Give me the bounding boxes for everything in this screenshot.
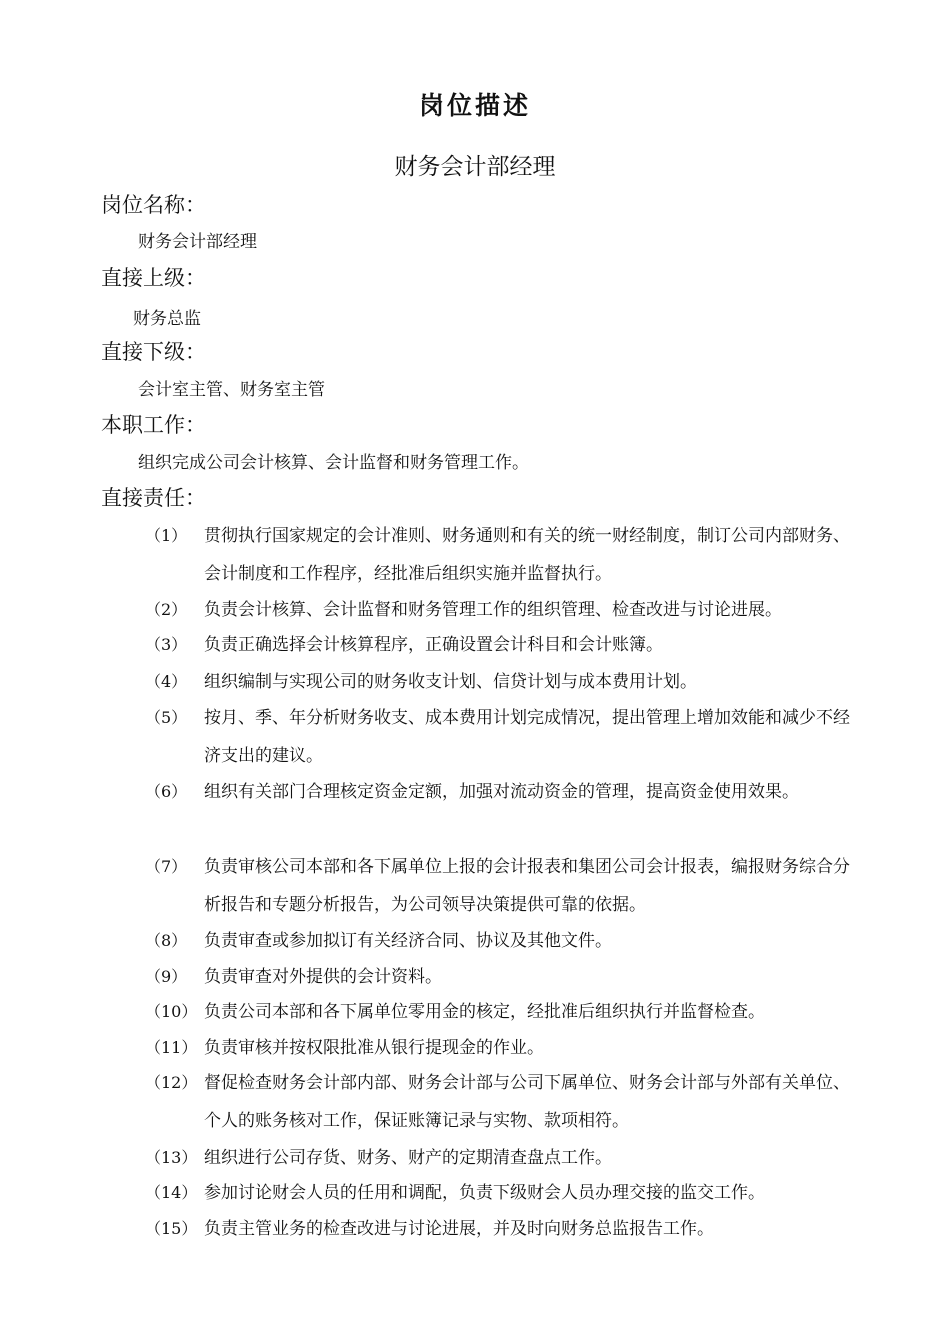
responsibility-number: （1）	[145, 526, 188, 545]
responsibility-number: （6）	[145, 782, 188, 801]
responsibility-text: 参加讨论财会人员的任用和调配，负责下级财会人员办理交接的监交工作。	[204, 1183, 765, 1203]
responsibility-item	[145, 848, 855, 924]
responsibility-number: （13）	[145, 1148, 198, 1167]
responsibility-text: 组织进行公司存货、财务、财产的定期清查盘点工作。	[204, 1148, 612, 1168]
responsibility-text: 贯彻执行国家规定的会计准则、财务通则和有关的统一财经制度，制订公司内部财务、会计制度和工作程序，经批准后组织实施并监督执行。	[204, 526, 850, 584]
responsibilities-heading: 直接责任：	[101, 486, 206, 510]
responsibility-item	[145, 993, 855, 1031]
responsibility-number: （15）	[145, 1219, 198, 1238]
responsibility-item	[145, 922, 855, 960]
position-name-heading: 岗位名称：	[101, 193, 206, 217]
direct-subordinates-heading: 直接下级：	[101, 340, 206, 364]
direct-superior-value: 财务总监	[133, 309, 201, 329]
responsibility-number: （9）	[145, 967, 188, 986]
responsibility-item	[145, 591, 855, 629]
responsibility-number: （11）	[145, 1038, 198, 1057]
responsibility-text: 按月、季、年分析财务收支、成本费用计划完成情况，提出管理上增加效能和减少不经济支出的建议。	[204, 708, 850, 766]
responsibility-text: 负责会计核算、会计监督和财务管理工作的组织管理、检查改进与讨论进展。	[204, 600, 782, 620]
responsibility-number: （8）	[145, 931, 188, 950]
responsibility-number: （2）	[145, 600, 188, 619]
responsibility-text: 负责审核并按权限批准从银行提现金的作业。	[204, 1038, 544, 1058]
document-subtitle: 财务会计部经理	[394, 154, 556, 180]
responsibility-text: 负责主管业务的检查改进与讨论进展，并及时向财务总监报告工作。	[204, 1219, 714, 1239]
direct-superior-heading: 直接上级：	[101, 266, 206, 290]
responsibility-number: （5）	[145, 708, 188, 727]
responsibility-number: （3）	[145, 635, 188, 654]
responsibility-text: 督促检查财务会计部内部、财务会计部与公司下属单位、财务会计部与外部有关单位、个人的账务核对工作，保证账簿记录与实物、款项相符。	[204, 1073, 850, 1131]
main-work-heading: 本职工作：	[101, 413, 206, 437]
responsibility-text: 负责审核公司本部和各下属单位上报的会计报表和集团公司会计报表，编报财务综合分析报告和专题分析报告，为公司领导决策提供可靠的依据。	[204, 857, 850, 915]
responsibility-number: （4）	[145, 672, 188, 691]
responsibility-item	[145, 626, 855, 664]
responsibility-item	[145, 1210, 855, 1248]
direct-subordinates-value: 会计室主管、财务室主管	[138, 380, 325, 400]
responsibility-item	[145, 517, 855, 593]
position-name-value: 财务会计部经理	[138, 232, 257, 252]
responsibility-text: 组织编制与实现公司的财务收支计划、信贷计划与成本费用计划。	[204, 672, 697, 692]
responsibility-item	[145, 663, 855, 701]
responsibility-item	[145, 1029, 855, 1067]
responsibility-item	[145, 958, 855, 996]
document-title: 岗位描述	[418, 91, 531, 120]
responsibility-text: 负责审查对外提供的会计资料。	[204, 967, 442, 987]
responsibility-text: 组织有关部门合理核定资金定额，加强对流动资金的管理，提高资金使用效果。	[204, 782, 799, 802]
responsibility-text: 负责审查或参加拟订有关经济合同、协议及其他文件。	[204, 931, 612, 951]
responsibility-item	[145, 1174, 855, 1212]
responsibility-number: （14）	[145, 1183, 198, 1202]
responsibility-number: （12）	[145, 1073, 198, 1092]
responsibility-text: 负责正确选择会计核算程序，正确设置会计科目和会计账簿。	[204, 635, 663, 655]
responsibility-item	[145, 1064, 855, 1140]
responsibility-number: （7）	[145, 857, 188, 876]
responsibility-item	[145, 699, 855, 775]
responsibility-item	[145, 773, 855, 811]
responsibility-number: （10）	[145, 1002, 198, 1021]
responsibility-item	[145, 1139, 855, 1177]
responsibility-text: 负责公司本部和各下属单位零用金的核定，经批准后组织执行并监督检查。	[204, 1002, 765, 1022]
main-work-value: 组织完成公司会计核算、会计监督和财务管理工作。	[138, 453, 529, 473]
